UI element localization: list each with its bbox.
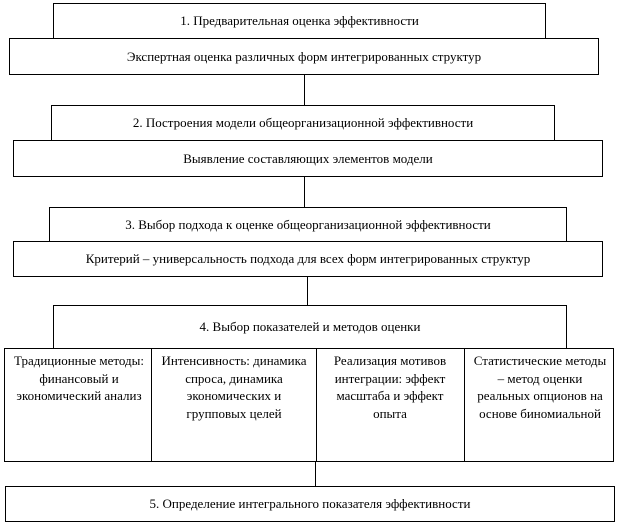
methods-divider — [151, 348, 152, 462]
stage-2-detail-box — [13, 140, 603, 177]
stage-1-detail: Экспертная оценка различных форм интегрированных структур — [126, 48, 482, 64]
method-statistical: Статистические методы – метод оценки реальных опционов на основе биномиальной — [473, 353, 607, 421]
stage-3-title-box — [49, 207, 567, 242]
stage-2-title-box — [51, 105, 555, 141]
stage-3-detail: Критерий – универсальность подхода для всех форм интегрированных структур — [85, 251, 531, 266]
method-intensity: Интенсивность: динамика спроса, динамика экономических и групповых целей — [161, 353, 307, 421]
stage-4-title-box — [53, 305, 567, 349]
stage-3-title: 3. Выбор подхода к оценке общеорганизационной эффективности — [125, 216, 491, 232]
connector-line — [304, 177, 305, 207]
connector-line — [307, 277, 308, 305]
stage-1-title: 1. Предварительная оценка эффективности — [180, 13, 419, 28]
stage-2-detail: Выявление составляющих элементов модели — [183, 150, 433, 166]
stage-5-title: 5. Определение интегрального показателя эффективности — [149, 496, 471, 511]
methods-divider — [316, 348, 317, 462]
stage-2-title: 2. Построения модели общеорганизационной эффективности — [132, 115, 474, 130]
stage-1-title-box — [53, 3, 546, 39]
method-integration-motives: Реализация мотивов интеграции: эффект масштаба и эффект опыта — [333, 353, 447, 421]
stage-1-detail-box — [9, 38, 599, 75]
connector-line — [304, 75, 305, 105]
methods-divider — [464, 348, 465, 462]
stage-3-detail-box — [13, 241, 603, 277]
stage-5-title-box — [5, 486, 615, 522]
stage-4-title: 4. Выбор показателей и методов оценки — [199, 319, 421, 334]
method-traditional: Традиционные методы: финансовый и экономический анализ — [14, 353, 144, 403]
connector-line — [315, 462, 316, 486]
